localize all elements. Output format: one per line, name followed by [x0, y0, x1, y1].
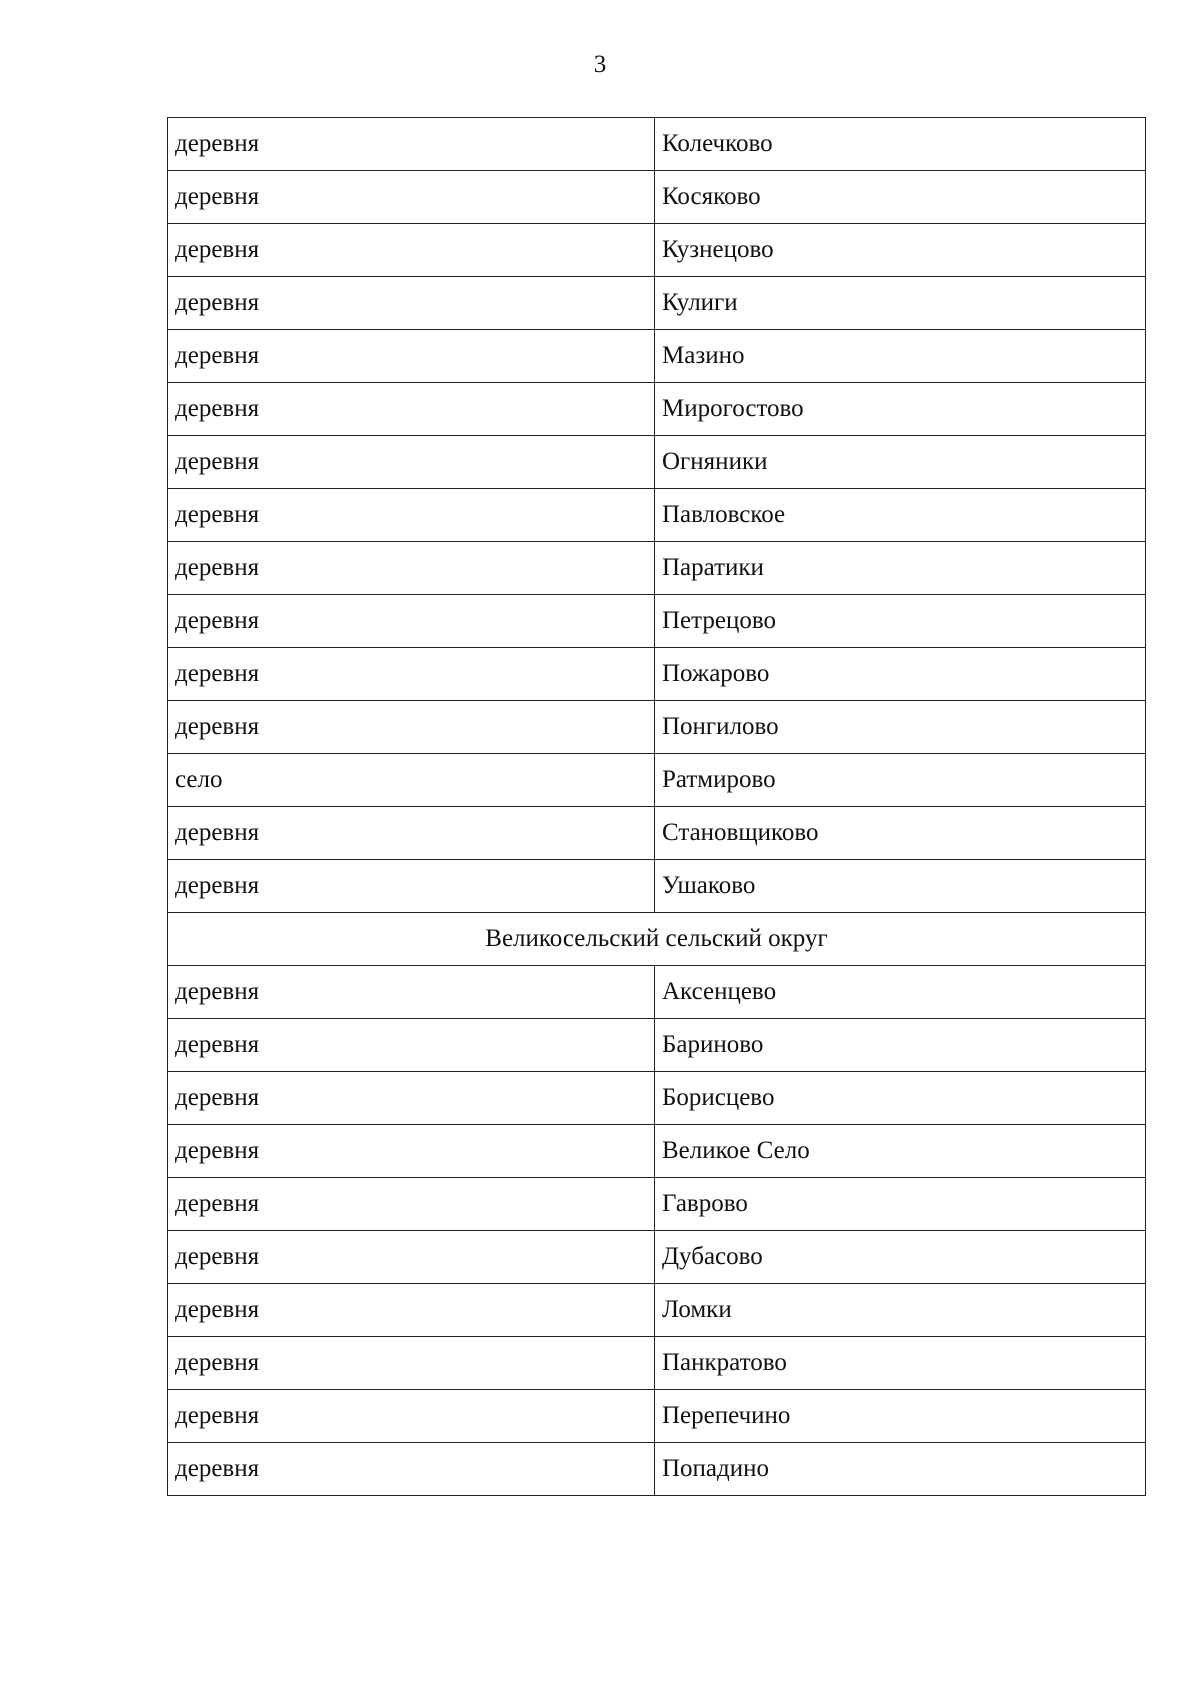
- settlement-type-cell: деревня: [168, 648, 655, 701]
- settlement-name-cell: Ратмирово: [655, 754, 1146, 807]
- settlement-name-cell: Понгилово: [655, 701, 1146, 754]
- settlement-type-cell: деревня: [168, 1337, 655, 1390]
- settlement-type-cell: деревня: [168, 118, 655, 171]
- settlement-name-cell: Пожарово: [655, 648, 1146, 701]
- settlement-type-cell: деревня: [168, 1178, 655, 1231]
- settlement-name-cell: Становщиково: [655, 807, 1146, 860]
- table-row: [168, 966, 1146, 1019]
- table-row: [168, 648, 1146, 701]
- settlement-type-cell: деревня: [168, 595, 655, 648]
- settlement-name-cell: Попадино: [655, 1443, 1146, 1496]
- table-row: [168, 489, 1146, 542]
- section-heading-row: [168, 913, 1146, 966]
- settlement-type-cell: деревня: [168, 436, 655, 489]
- settlement-name-cell: Ломки: [655, 1284, 1146, 1337]
- table-row: [168, 1284, 1146, 1337]
- settlement-type-cell: деревня: [168, 1231, 655, 1284]
- table-row: [168, 1178, 1146, 1231]
- settlement-type-cell: деревня: [168, 330, 655, 383]
- table-row: [168, 171, 1146, 224]
- settlements-table-body: [168, 118, 1146, 1496]
- settlement-type-cell: деревня: [168, 966, 655, 1019]
- settlement-type-cell: деревня: [168, 1019, 655, 1072]
- table-row: [168, 1390, 1146, 1443]
- settlement-name-cell: Аксенцево: [655, 966, 1146, 1019]
- settlement-type-cell: деревня: [168, 489, 655, 542]
- table-row: [168, 701, 1146, 754]
- settlement-name-cell: Бариново: [655, 1019, 1146, 1072]
- settlement-type-cell: деревня: [168, 224, 655, 277]
- settlement-type-cell: деревня: [168, 542, 655, 595]
- settlement-name-cell: Борисцево: [655, 1072, 1146, 1125]
- settlement-name-cell: Ушаково: [655, 860, 1146, 913]
- settlement-name-cell: Косяково: [655, 171, 1146, 224]
- table-row: [168, 1231, 1146, 1284]
- settlement-name-cell: Мирогостово: [655, 383, 1146, 436]
- settlement-type-cell: деревня: [168, 1072, 655, 1125]
- table-row: [168, 542, 1146, 595]
- settlement-name-cell: Гаврово: [655, 1178, 1146, 1231]
- settlement-type-cell: деревня: [168, 171, 655, 224]
- table-row: [168, 754, 1146, 807]
- table-row: [168, 1125, 1146, 1178]
- table-row: [168, 807, 1146, 860]
- settlement-name-cell: Великое Село: [655, 1125, 1146, 1178]
- settlement-type-cell: село: [168, 754, 655, 807]
- settlement-type-cell: деревня: [168, 1125, 655, 1178]
- settlements-table: [167, 117, 1146, 1496]
- table-row: [168, 595, 1146, 648]
- section-heading: Великосельский сельский округ: [168, 913, 1146, 966]
- table-row: [168, 330, 1146, 383]
- settlement-name-cell: Павловское: [655, 489, 1146, 542]
- table-row: [168, 1443, 1146, 1496]
- settlement-name-cell: Панкратово: [655, 1337, 1146, 1390]
- settlement-type-cell: деревня: [168, 701, 655, 754]
- settlement-type-cell: деревня: [168, 277, 655, 330]
- table-row: [168, 224, 1146, 277]
- settlement-name-cell: Кузнецово: [655, 224, 1146, 277]
- settlement-type-cell: деревня: [168, 1390, 655, 1443]
- settlement-name-cell: Колечково: [655, 118, 1146, 171]
- settlement-type-cell: деревня: [168, 807, 655, 860]
- settlement-name-cell: Петрецово: [655, 595, 1146, 648]
- table-row: [168, 277, 1146, 330]
- table-row: [168, 383, 1146, 436]
- table-row: [168, 436, 1146, 489]
- settlement-type-cell: деревня: [168, 1443, 655, 1496]
- table-row: [168, 118, 1146, 171]
- table-row: [168, 1072, 1146, 1125]
- settlement-name-cell: Дубасово: [655, 1231, 1146, 1284]
- settlement-type-cell: деревня: [168, 860, 655, 913]
- page-number: 3: [593, 51, 607, 78]
- table-row: [168, 1337, 1146, 1390]
- settlement-name-cell: Перепечино: [655, 1390, 1146, 1443]
- settlement-name-cell: Паратики: [655, 542, 1146, 595]
- settlement-name-cell: Кулиги: [655, 277, 1146, 330]
- settlement-type-cell: деревня: [168, 383, 655, 436]
- table-row: [168, 1019, 1146, 1072]
- settlement-name-cell: Мазино: [655, 330, 1146, 383]
- settlement-name-cell: Огняники: [655, 436, 1146, 489]
- table-row: [168, 860, 1146, 913]
- settlement-type-cell: деревня: [168, 1284, 655, 1337]
